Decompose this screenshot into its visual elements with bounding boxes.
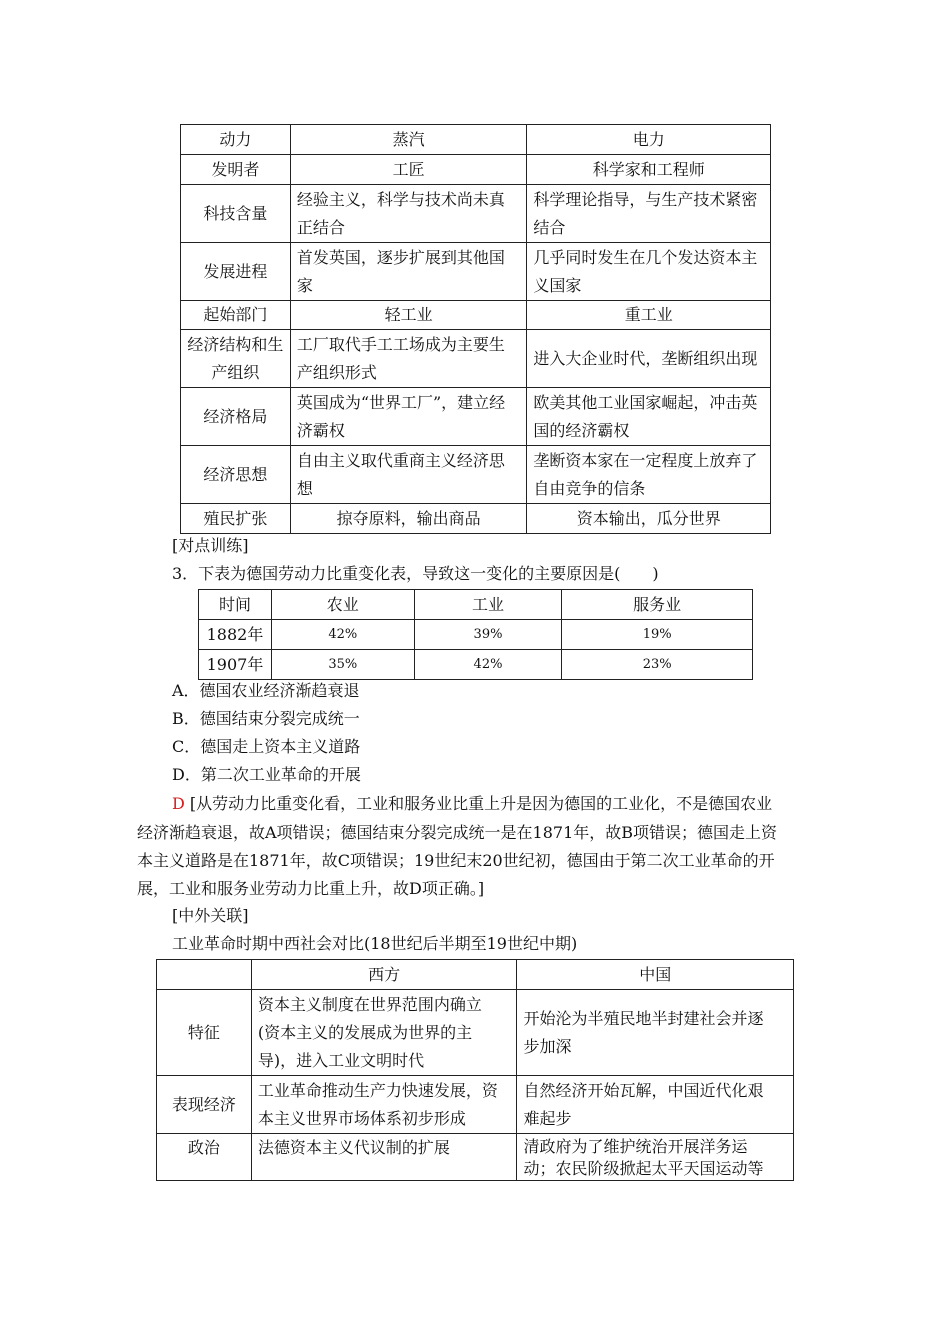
row-label: 动力 — [181, 125, 291, 155]
compare-title: 工业革命时期中西社会对比(18世纪后半期至19世纪中期) — [172, 934, 578, 953]
value-cell: 42% — [414, 650, 562, 680]
china-cell — [517, 1076, 794, 1134]
table-row — [181, 446, 771, 504]
cell-first: 工厂取代手工工场成为主要生产组织形式 — [290, 330, 527, 388]
table-row — [181, 330, 771, 388]
value-cell: 42% — [271, 620, 414, 650]
value-cell: 39% — [414, 620, 562, 650]
cell-first: 首发英国，逐步扩展到其他国家 — [290, 243, 527, 301]
cell-line: 资本主义制度在世界范围内确立 — [257, 994, 482, 1014]
cell-first: 蒸汽 — [290, 125, 527, 155]
table-row — [181, 388, 771, 446]
value-cell: 19% — [562, 620, 753, 650]
table-header-row — [199, 590, 753, 620]
year-cell: 1882年 — [199, 620, 272, 650]
china-cell — [517, 990, 794, 1076]
east-west-table — [156, 959, 794, 1181]
row-label: 殖民扩张 — [181, 504, 291, 534]
year-cell: 1907年 — [199, 650, 272, 680]
value-cell: 23% — [562, 650, 753, 680]
row-label: 表现经济 — [157, 1076, 252, 1134]
question-stem: 3．下表为德国劳动力比重变化表，导致这一变化的主要原因是( ) — [172, 564, 659, 583]
cell-line: 法德资本主义代议制的扩展 — [257, 1138, 450, 1157]
west-cell — [251, 1076, 517, 1134]
cell-first: 自由主义取代重商主义经济思想 — [290, 446, 527, 504]
column-header: 农业 — [271, 590, 414, 620]
cell-second: 进入大企业时代，垄断组织出现 — [527, 330, 771, 388]
cell-line: 工业革命推动生产力快速发展，资 — [257, 1080, 498, 1100]
value-cell: 35% — [271, 650, 414, 680]
comparison-table — [180, 124, 771, 534]
explanation-line-1 — [172, 790, 772, 818]
table-row — [199, 650, 753, 680]
cell-second: 科学理论指导，与生产技术紧密结合 — [527, 185, 771, 243]
column-header: 服务业 — [562, 590, 753, 620]
cell-line: 步加深 — [523, 1036, 572, 1056]
table-row — [157, 1134, 794, 1181]
cell-line: 导)，进入工业文明时代 — [257, 1050, 425, 1070]
relation-tag: [中外关联] — [172, 906, 249, 925]
cell-second: 垄断资本家在一定程度上放弃了自由竞争的信条 — [527, 446, 771, 504]
cell-line: 自然经济开始瓦解，中国近代化艰 — [523, 1080, 764, 1100]
row-label: 政治 — [157, 1134, 252, 1181]
row-label: 经济思想 — [181, 446, 291, 504]
column-header: 中国 — [517, 960, 794, 990]
column-header: 时间 — [199, 590, 272, 620]
table-row — [199, 620, 753, 650]
row-label: 科技含量 — [181, 185, 291, 243]
column-header — [157, 960, 252, 990]
explanation-text: [从劳动力比重变化看，工业和服务业比重上升是因为德国的工业化，不是德国农业 — [189, 794, 773, 813]
table-row — [181, 504, 771, 534]
china-cell — [517, 1134, 794, 1181]
table-row — [181, 185, 771, 243]
row-label: 发展进程 — [181, 243, 291, 301]
table-header-row — [157, 960, 794, 990]
option-a: A．德国农业经济渐趋衰退 — [172, 681, 360, 700]
row-label: 特征 — [157, 990, 252, 1076]
cell-line: 动；农民阶级掀起太平天国运动等 — [523, 1159, 764, 1178]
row-label: 经济格局 — [181, 388, 291, 446]
cell-second: 资本输出，瓜分世界 — [527, 504, 771, 534]
table-row — [181, 125, 771, 155]
column-header: 西方 — [251, 960, 517, 990]
table-row — [157, 990, 794, 1076]
cell-line: 清政府为了维护统治开展洋务运 — [523, 1137, 748, 1156]
cell-line: (资本主义的发展成为世界的主 — [257, 1022, 473, 1042]
table-row — [181, 155, 771, 185]
row-label: 起始部门 — [181, 301, 291, 330]
training-tag: [对点训练] — [172, 536, 249, 555]
explanation-line-4: 展，工业和服务业劳动力比重上升，故D项正确。] — [137, 879, 485, 898]
cell-second: 重工业 — [527, 301, 771, 330]
cell-second: 几乎同时发生在几个发达资本主义国家 — [527, 243, 771, 301]
option-d: D．第二次工业革命的开展 — [172, 765, 361, 784]
west-cell — [251, 1134, 517, 1181]
cell-second: 电力 — [527, 125, 771, 155]
cell-line: 本主义世界市场体系初步形成 — [257, 1108, 466, 1128]
labor-table — [198, 589, 753, 680]
row-label: 经济结构和生产组织 — [181, 330, 291, 388]
explanation-line-2: 经济渐趋衰退，故A项错误；德国结束分裂完成统一是在1871年，故B项错误；德国走上资 — [137, 823, 778, 842]
table-row — [181, 243, 771, 301]
cell-first: 经验主义，科学与技术尚未真正结合 — [290, 185, 527, 243]
explanation-line-3: 本主义道路是在1871年，故C项错误；19世纪末20世纪初，德国由于第二次工业革命的开 — [137, 851, 775, 870]
option-b: B．德国结束分裂完成统一 — [172, 709, 360, 728]
table-row — [181, 301, 771, 330]
option-c: C．德国走上资本主义道路 — [172, 737, 361, 756]
row-label: 发明者 — [181, 155, 291, 185]
cell-first: 掠夺原料，输出商品 — [290, 504, 527, 534]
west-cell — [251, 990, 517, 1076]
cell-second: 科学家和工程师 — [527, 155, 771, 185]
cell-line: 难起步 — [523, 1108, 572, 1128]
cell-first: 英国成为“世界工厂”，建立经济霸权 — [290, 388, 527, 446]
column-header: 工业 — [414, 590, 562, 620]
cell-first: 工匠 — [290, 155, 527, 185]
cell-second: 欧美其他工业国家崛起，冲击英国的经济霸权 — [527, 388, 771, 446]
cell-first: 轻工业 — [290, 301, 527, 330]
answer-letter: D — [172, 794, 185, 813]
table-row — [157, 1076, 794, 1134]
cell-line: 开始沦为半殖民地半封建社会并逐 — [523, 1008, 764, 1028]
